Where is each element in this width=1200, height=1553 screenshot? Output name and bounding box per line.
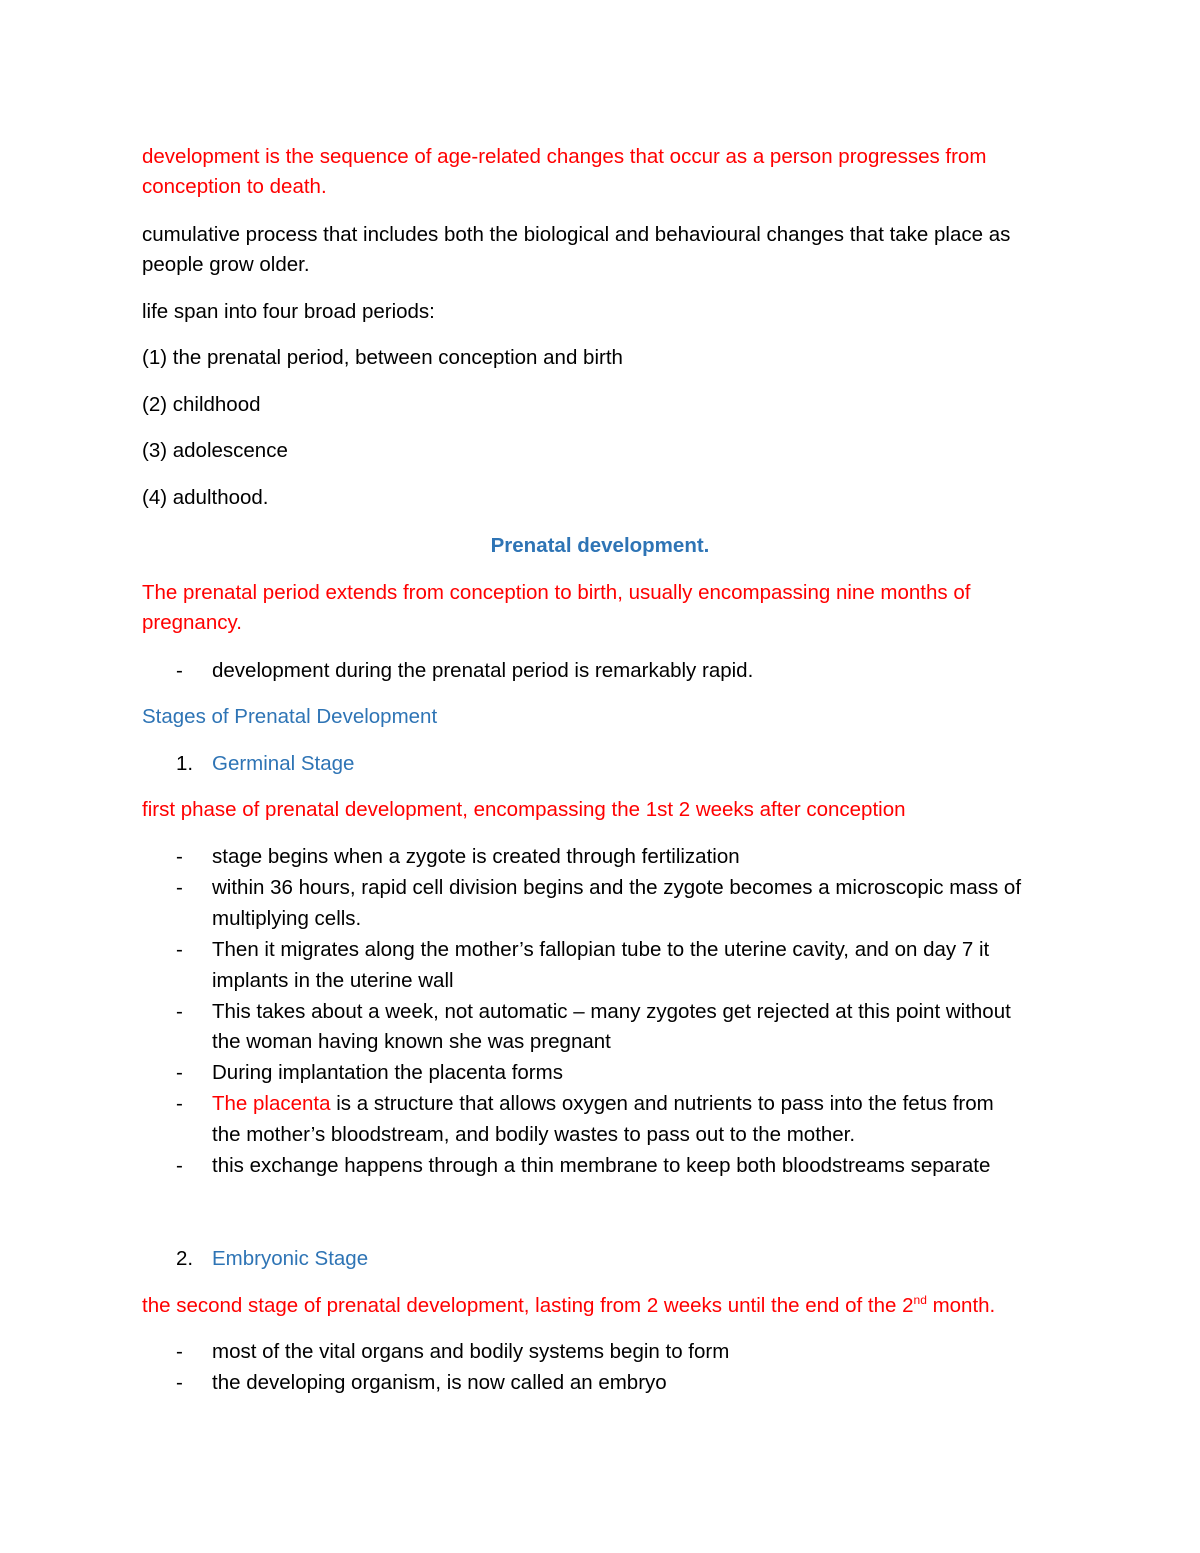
bullet-dash: - [176, 659, 183, 682]
definition-line-2: conception to death. [142, 175, 327, 198]
bullet-dash: - [176, 1092, 183, 1115]
bullet-dash: - [176, 1000, 183, 1023]
stages-heading: Stages of Prenatal Development [142, 705, 438, 728]
germinal-bullet-6-line-2: the mother’s bloodstream, and bodily wastes to pass out to the mother. [212, 1123, 856, 1146]
germinal-bullet-3-line-2: implants in the uterine wall [212, 969, 454, 992]
germinal-bullet-7: this exchange happens through a thin membrane to keep both bloodstreams separate [212, 1154, 991, 1177]
embryonic-bullet-2: the developing organism, is now called an embryo [212, 1371, 667, 1394]
cumulative-line-1: cumulative process that includes both the biological and behavioural changes that take place as [142, 223, 1011, 246]
embryonic-bullet-1: most of the vital organs and bodily systems begin to form [212, 1340, 730, 1363]
prenatal-definition-line-1: The prenatal period extends from conception to birth, usually encompassing nine months of [142, 581, 971, 604]
germinal-bullet-4-line-2: the woman having known she was pregnant [212, 1030, 611, 1053]
period-item-1: (1) the prenatal period, between conception and birth [142, 346, 623, 369]
cumulative-line-2: people grow older. [142, 253, 310, 276]
period-item-2: (2) childhood [142, 393, 261, 416]
prenatal-definition-line-2: pregnancy. [142, 611, 242, 634]
period-item-3: (3) adolescence [142, 439, 288, 462]
germinal-bullet-6-line-1 [212, 1089, 994, 1119]
germinal-bullet-3-line-1: Then it migrates along the mother’s fallopian tube to the uterine cavity, and on day 7 it [212, 938, 990, 961]
germinal-definition: first phase of prenatal development, encompassing the 1st 2 weeks after conception [142, 798, 906, 821]
bullet-dash: - [176, 1340, 183, 1363]
germinal-bullet-4-line-1: This takes about a week, not automatic – many zygotes get rejected at this point without [212, 1000, 1011, 1023]
embryonic-definition-text: the second stage of prenatal development, lasting from 2 weeks until the end of the 2 [142, 1294, 914, 1317]
bullet-dash: - [176, 938, 183, 961]
embryonic-definition-end: month. [926, 1294, 996, 1317]
ordinal-suffix: nd [913, 1293, 927, 1308]
embryonic-definition [142, 1291, 995, 1321]
germinal-bullet-5: During implantation the placenta forms [212, 1061, 563, 1084]
bullet-dash: - [176, 1061, 183, 1084]
period-item-4: (4) adulthood. [142, 486, 269, 509]
prenatal-heading: Prenatal development. [490, 534, 710, 557]
prenatal-bullet-1: development during the prenatal period is remarkably rapid. [212, 659, 754, 682]
bullet-dash: - [176, 1154, 183, 1177]
embryonic-title: Embryonic Stage [212, 1247, 369, 1270]
embryonic-number: 2. [176, 1247, 194, 1270]
bullet-dash: - [176, 876, 183, 899]
germinal-number: 1. [176, 752, 194, 775]
germinal-bullet-1: stage begins when a zygote is created through fertilization [212, 845, 740, 868]
placenta-description: is a structure that allows oxygen and nutrients to pass into the fetus from [330, 1092, 994, 1115]
germinal-bullet-2-line-2: multiplying cells. [212, 907, 362, 930]
definition-line-1: development is the sequence of age-related changes that occur as a person progresses from [142, 145, 987, 168]
periods-intro: life span into four broad periods: [142, 300, 435, 323]
germinal-title: Germinal Stage [212, 752, 355, 775]
bullet-dash: - [176, 1371, 183, 1394]
placenta-term: The placenta [212, 1092, 331, 1115]
germinal-bullet-2-line-1: within 36 hours, rapid cell division begins and the zygote becomes a microscopic mass of [212, 876, 1022, 899]
bullet-dash: - [176, 845, 183, 868]
